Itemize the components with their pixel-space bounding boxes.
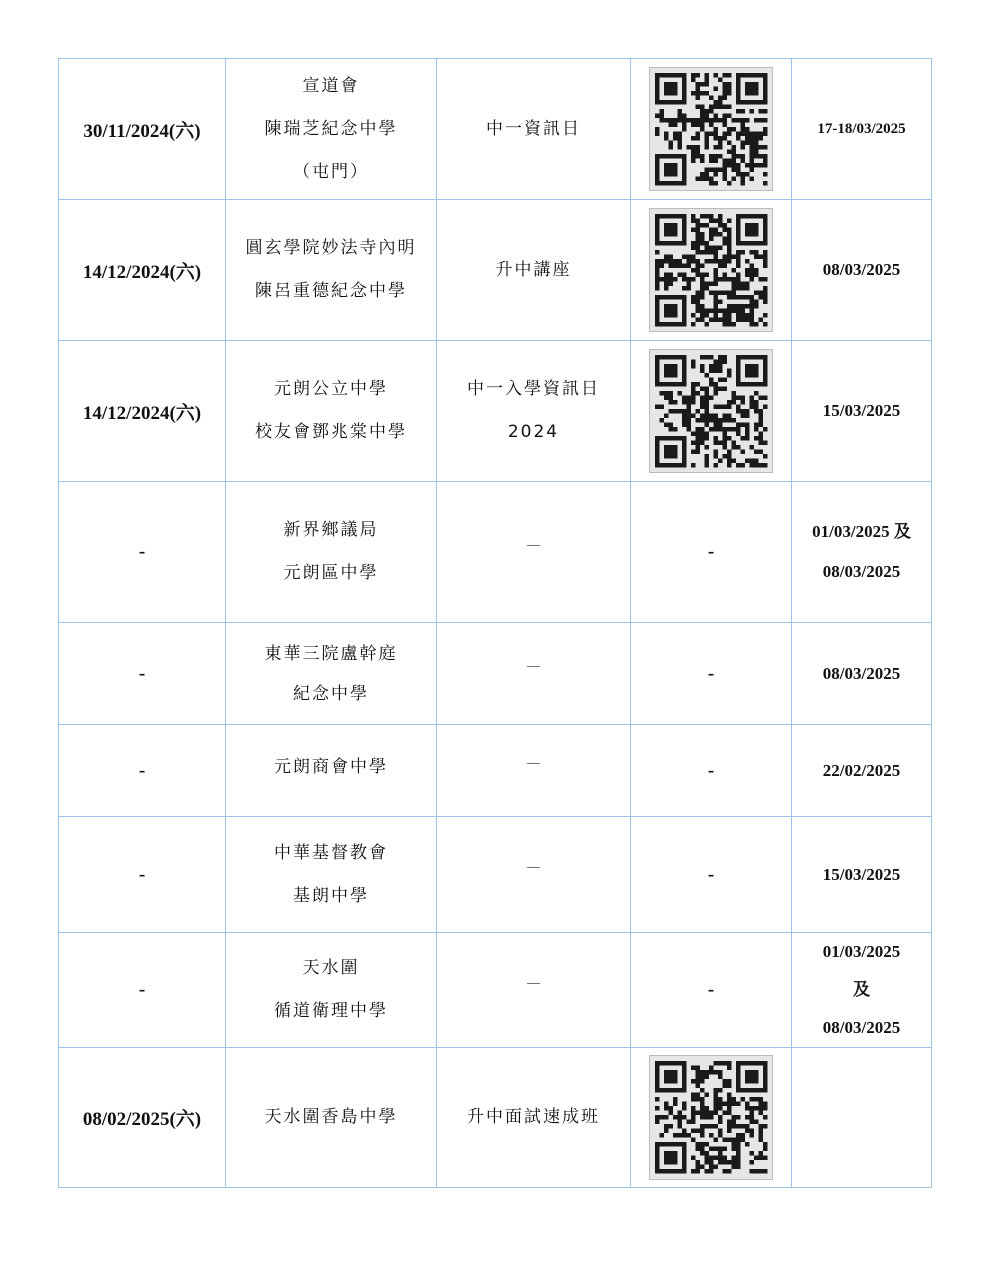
event-date: 08/02/2025(六) [82,1109,202,1130]
event-cell [437,725,631,817]
interview-cell [792,933,932,1048]
table-row [59,341,932,482]
qr-placeholder: - [707,662,715,684]
table-row [59,623,932,725]
qr-placeholder: - [707,979,715,1000]
school-cell [226,200,437,341]
interview-cell [792,623,932,725]
school-name-line: 基朗中學 [293,885,369,906]
qr-code-image[interactable] [649,208,774,333]
event-name-line: － [525,658,542,678]
date-cell [59,933,226,1048]
qr-cell [631,482,792,623]
table-row [59,725,932,817]
event-name-line: － [525,859,542,879]
school-name-line: 紀念中學 [293,683,369,704]
event-date: - [138,541,146,562]
school-cell [226,1048,437,1188]
qr-cell [631,817,792,933]
table-row [59,817,932,933]
school-name-line: 循道衛理中學 [274,1001,388,1021]
event-name-line: － [525,974,542,995]
qr-code-image[interactable] [649,67,774,192]
interview-date: 01/03/2025 及 [812,522,911,541]
qr-cell [631,341,792,482]
qr-code-graphic [650,209,773,332]
table-row [59,1048,932,1188]
interview-cell [792,482,932,623]
school-cell [226,933,437,1048]
interview-cell [792,59,932,200]
event-cell [437,59,631,200]
event-name-line: 2024 [507,422,560,442]
qr-placeholder: - [707,759,715,781]
date-cell [59,623,226,725]
event-name-line: 升中面試速成班 [467,1107,600,1127]
interview-date: 22/02/2025 [822,760,901,780]
qr-code-image[interactable] [649,349,774,474]
event-date: - [138,979,146,1000]
school-name-line: 元朗商會中學 [274,757,388,777]
interview-cell [792,341,932,482]
qr-cell [631,59,792,200]
school-name-line: （屯門） [293,161,369,182]
interview-date: 01/03/2025 [822,942,901,961]
school-name-line: 校友會鄧兆棠中學 [255,422,407,442]
interview-cell [792,725,932,817]
interview-date: 及 [853,980,870,999]
event-cell [437,817,631,933]
qr-cell [631,1048,792,1188]
interview-date: 15/03/2025 [822,401,901,420]
event-date: - [138,863,146,885]
interview-date: 08/03/2025 [822,1018,901,1037]
event-cell [437,200,631,341]
interview-date: 17-18/03/2025 [817,121,906,137]
school-name-line: 東華三院盧幹庭 [264,643,398,664]
qr-placeholder: - [707,541,715,562]
event-cell [437,1048,631,1188]
event-date: 14/12/2024(六) [82,402,202,424]
table-row [59,933,932,1048]
date-cell [59,725,226,817]
qr-cell [631,623,792,725]
qr-code-graphic [650,1056,773,1179]
qr-code-graphic [650,68,773,191]
date-cell [59,482,226,623]
school-name-line: 天水圍 [302,958,360,978]
school-cell [226,725,437,817]
event-cell [437,482,631,623]
qr-cell [631,200,792,341]
school-name-line: 元朗區中學 [283,563,379,583]
date-cell [59,200,226,341]
school-name-line: 陳瑞芝紀念中學 [264,118,398,139]
interview-date: 08/03/2025 [822,562,901,581]
event-cell [437,623,631,725]
school-name-line: 中華基督教會 [274,842,388,863]
school-cell [226,482,437,623]
qr-cell [631,933,792,1048]
qr-code-image[interactable] [649,1055,774,1180]
school-name-line: 新界鄉議局 [283,520,379,540]
interview-date: 15/03/2025 [822,864,901,884]
table-row [59,200,932,341]
event-date: 14/12/2024(六) [82,261,202,283]
table-row [59,59,932,200]
event-cell [437,933,631,1048]
event-cell [437,341,631,482]
date-cell [59,1048,226,1188]
event-name-line: 中一資訊日 [486,118,581,139]
school-name-line: 元朗公立中學 [274,379,388,399]
event-date: - [138,759,146,781]
school-cell [226,341,437,482]
qr-placeholder: - [707,863,715,885]
event-date: - [138,662,146,684]
interview-cell [792,817,932,933]
interview-date: 08/03/2025 [822,663,901,683]
date-cell [59,59,226,200]
event-name-line: 升中講座 [495,259,572,280]
date-cell [59,817,226,933]
school-events-table [58,58,932,1188]
interview-cell [792,1048,932,1188]
interview-cell [792,200,932,341]
event-name-line: － [525,755,542,775]
qr-code-graphic [650,350,773,473]
interview-date: 08/03/2025 [822,260,901,279]
event-name-line: 中一入學資訊日 [467,379,600,399]
school-name-line: 陳呂重德紀念中學 [255,281,407,301]
school-name-line: 圓玄學院妙法寺內明 [245,238,417,258]
event-date: 30/11/2024(六) [83,120,201,142]
qr-cell [631,725,792,817]
event-name-line: － [525,536,542,557]
school-cell [226,817,437,933]
school-cell [226,623,437,725]
date-cell [59,341,226,482]
school-cell [226,59,437,200]
table-row [59,482,932,623]
school-name-line: 天水圍香島中學 [264,1107,398,1127]
school-name-line: 宣道會 [302,75,360,96]
